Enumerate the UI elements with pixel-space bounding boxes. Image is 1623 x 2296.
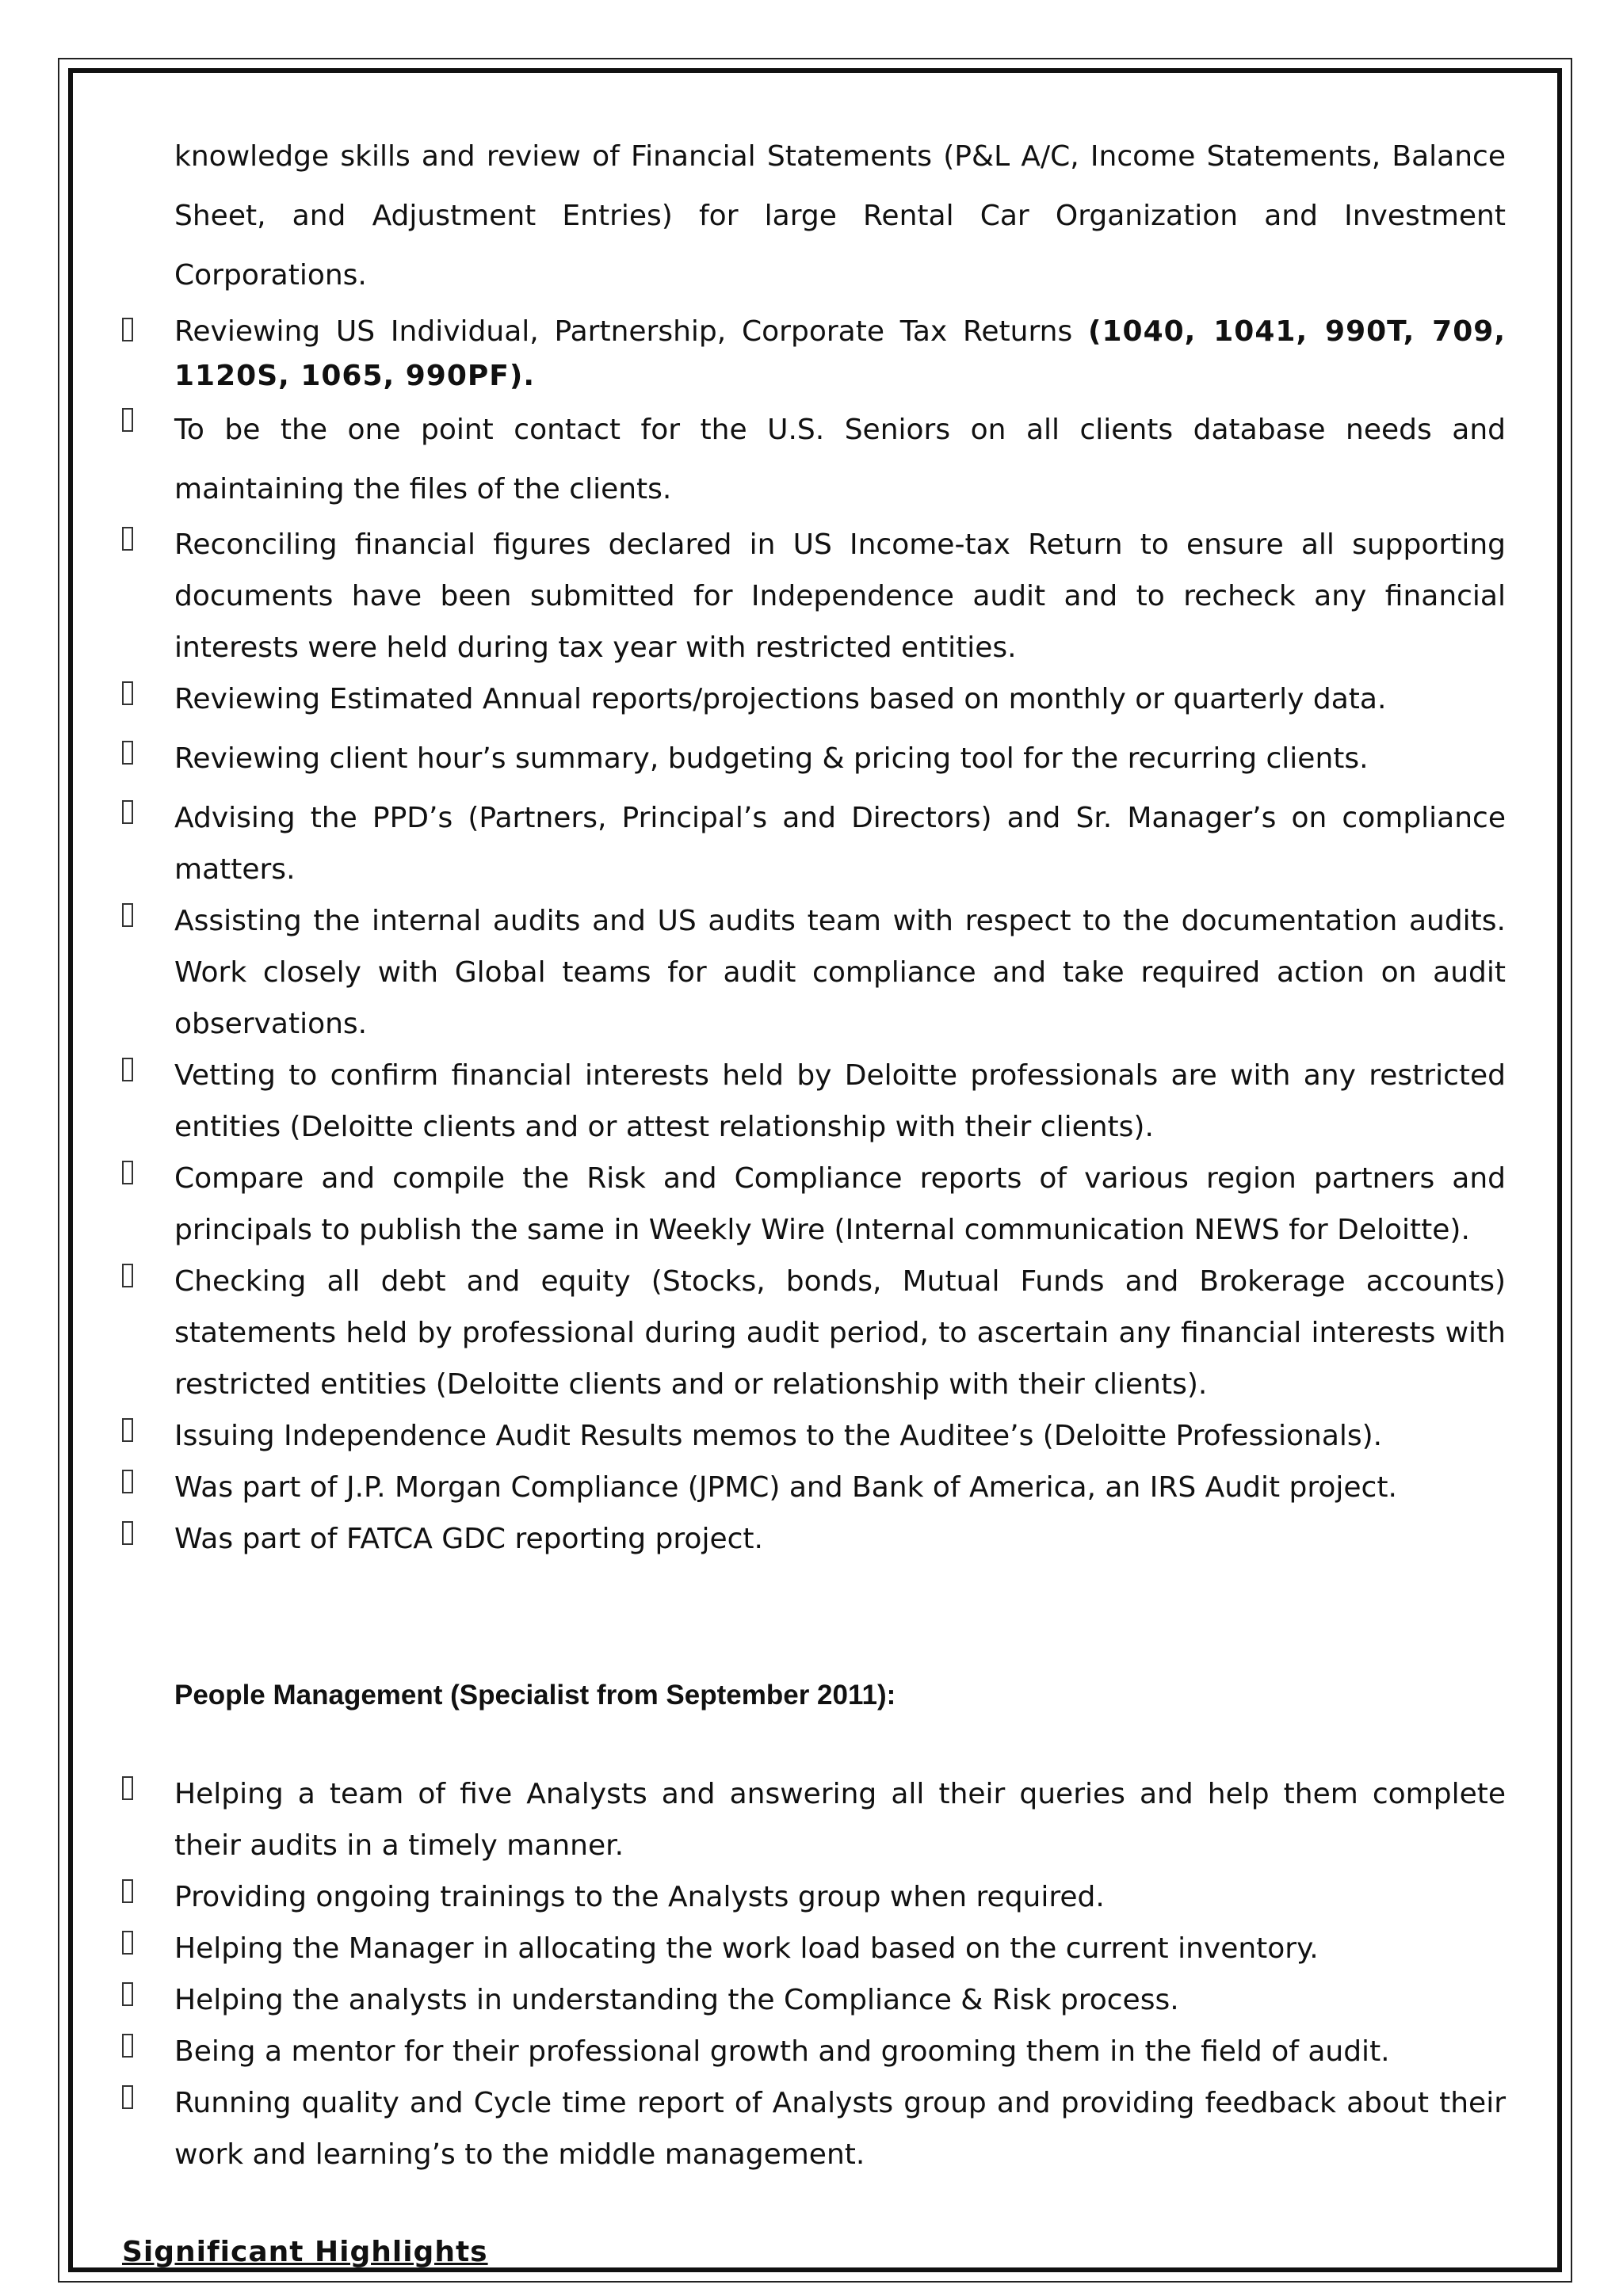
bullet-box-icon [122,318,133,341]
list-item: Being a mentor for their professional growth and grooming them in the field of audit. [122,2026,1506,2077]
bullet-box-icon [122,2034,133,2058]
bullet-box-icon [122,903,133,927]
people-management-heading: People Management (Specialist from September 2011): [174,1680,896,1711]
bullet-box-icon [122,408,133,432]
bullet-box-icon [122,1776,133,1800]
list-item: To be the one point contact for the U.S. Seniors on all clients database needs and maintaining the files of the clients. [122,400,1506,519]
list-item: Was part of J.P. Morgan Compliance (JPMC) and Bank of America, an IRS Audit project. [122,1462,1506,1513]
bullet-box-icon [122,1264,133,1287]
bullet-box-icon [122,741,133,765]
bullet-box-icon [122,1931,133,1955]
bullet-box-icon [122,800,133,824]
bullet-box-icon [122,1470,133,1493]
bullet-box-icon [122,1058,133,1081]
bullet-box-icon [122,527,133,551]
list-item: Reviewing Estimated Annual reports/projections based on monthly or quarterly data. [122,673,1506,725]
list-item: Helping the analysts in understanding the Compliance & Risk process. [122,1974,1506,2026]
list-item: Vetting to confirm financial interests held by Deloitte professionals are with any restricted entities (Deloitte clients and or attest relationship with their clients). [122,1050,1506,1153]
bullet-box-icon [122,1879,133,1903]
list-item: Issuing Independence Audit Results memos to the Auditee’s (Deloitte Professionals). [122,1410,1506,1462]
intro-paragraph: knowledge skills and review of Financial Statements (P&L A/C, Income Statements, Balance Sheet, and Adjustment Entries) for large Rental Car Organization and Investment Corporations. [174,140,1506,292]
list-item: Reviewing US Individual, Partnership, Corporate Tax Returns (1040, 1041, 990T, 709, 1120S, 1065, 990PF). [122,310,1506,399]
significant-highlights-heading: Significant Highlights [122,2236,488,2268]
list-item: Running quality and Cycle time report of Analysts group and providing feedback about their work and learning’s to the middle management. [122,2077,1506,2180]
resume-content [122,127,1506,2268]
bullet-box-icon [122,681,133,705]
list-item: Advising the PPD’s (Partners, Principal’s and Directors) and Sr. Manager’s on compliance matters. [122,792,1506,895]
list-item: Helping a team of five Analysts and answering all their queries and help them complete their audits in a timely manner. [122,1768,1506,1871]
bullet-box-icon [122,2085,133,2109]
people-management-list [122,1768,1506,2180]
list-item: Compare and compile the Risk and Compliance reports of various region partners and principals to publish the same in Weekly Wire (Internal communication NEWS for Deloitte). [122,1153,1506,1256]
bullet-box-icon [122,1161,133,1184]
list-item: Assisting the internal audits and US audits team with respect to the documentation audits. Work closely with Global teams for audit compliance and take required action on audit observations. [122,895,1506,1050]
bullet-box-icon [122,1418,133,1442]
list-item: Reconciling financial figures declared in US Income-tax Return to ensure all supporting documents have been submitted for Independence audit and to recheck any financial interests were held during tax year with restricted entities. [122,519,1506,673]
list-item: Helping the Manager in allocating the work load based on the current inventory. [122,1923,1506,1974]
list-item: Reviewing client hour’s summary, budgeting & pricing tool for the recurring clients. [122,733,1506,784]
list-item: Was part of FATCA GDC reporting project. [122,1513,1506,1565]
bullet-box-icon [122,1982,133,2006]
responsibilities-list [122,310,1506,1565]
list-item: Providing ongoing trainings to the Analysts group when required. [122,1871,1506,1923]
bullet-box-icon [122,1521,133,1545]
list-item: Checking all debt and equity (Stocks, bonds, Mutual Funds and Brokerage accounts) statements held by professional during audit period, to ascertain any financial interests with restricted entities (Deloitte clients and or relationship with their clients). [122,1256,1506,1410]
